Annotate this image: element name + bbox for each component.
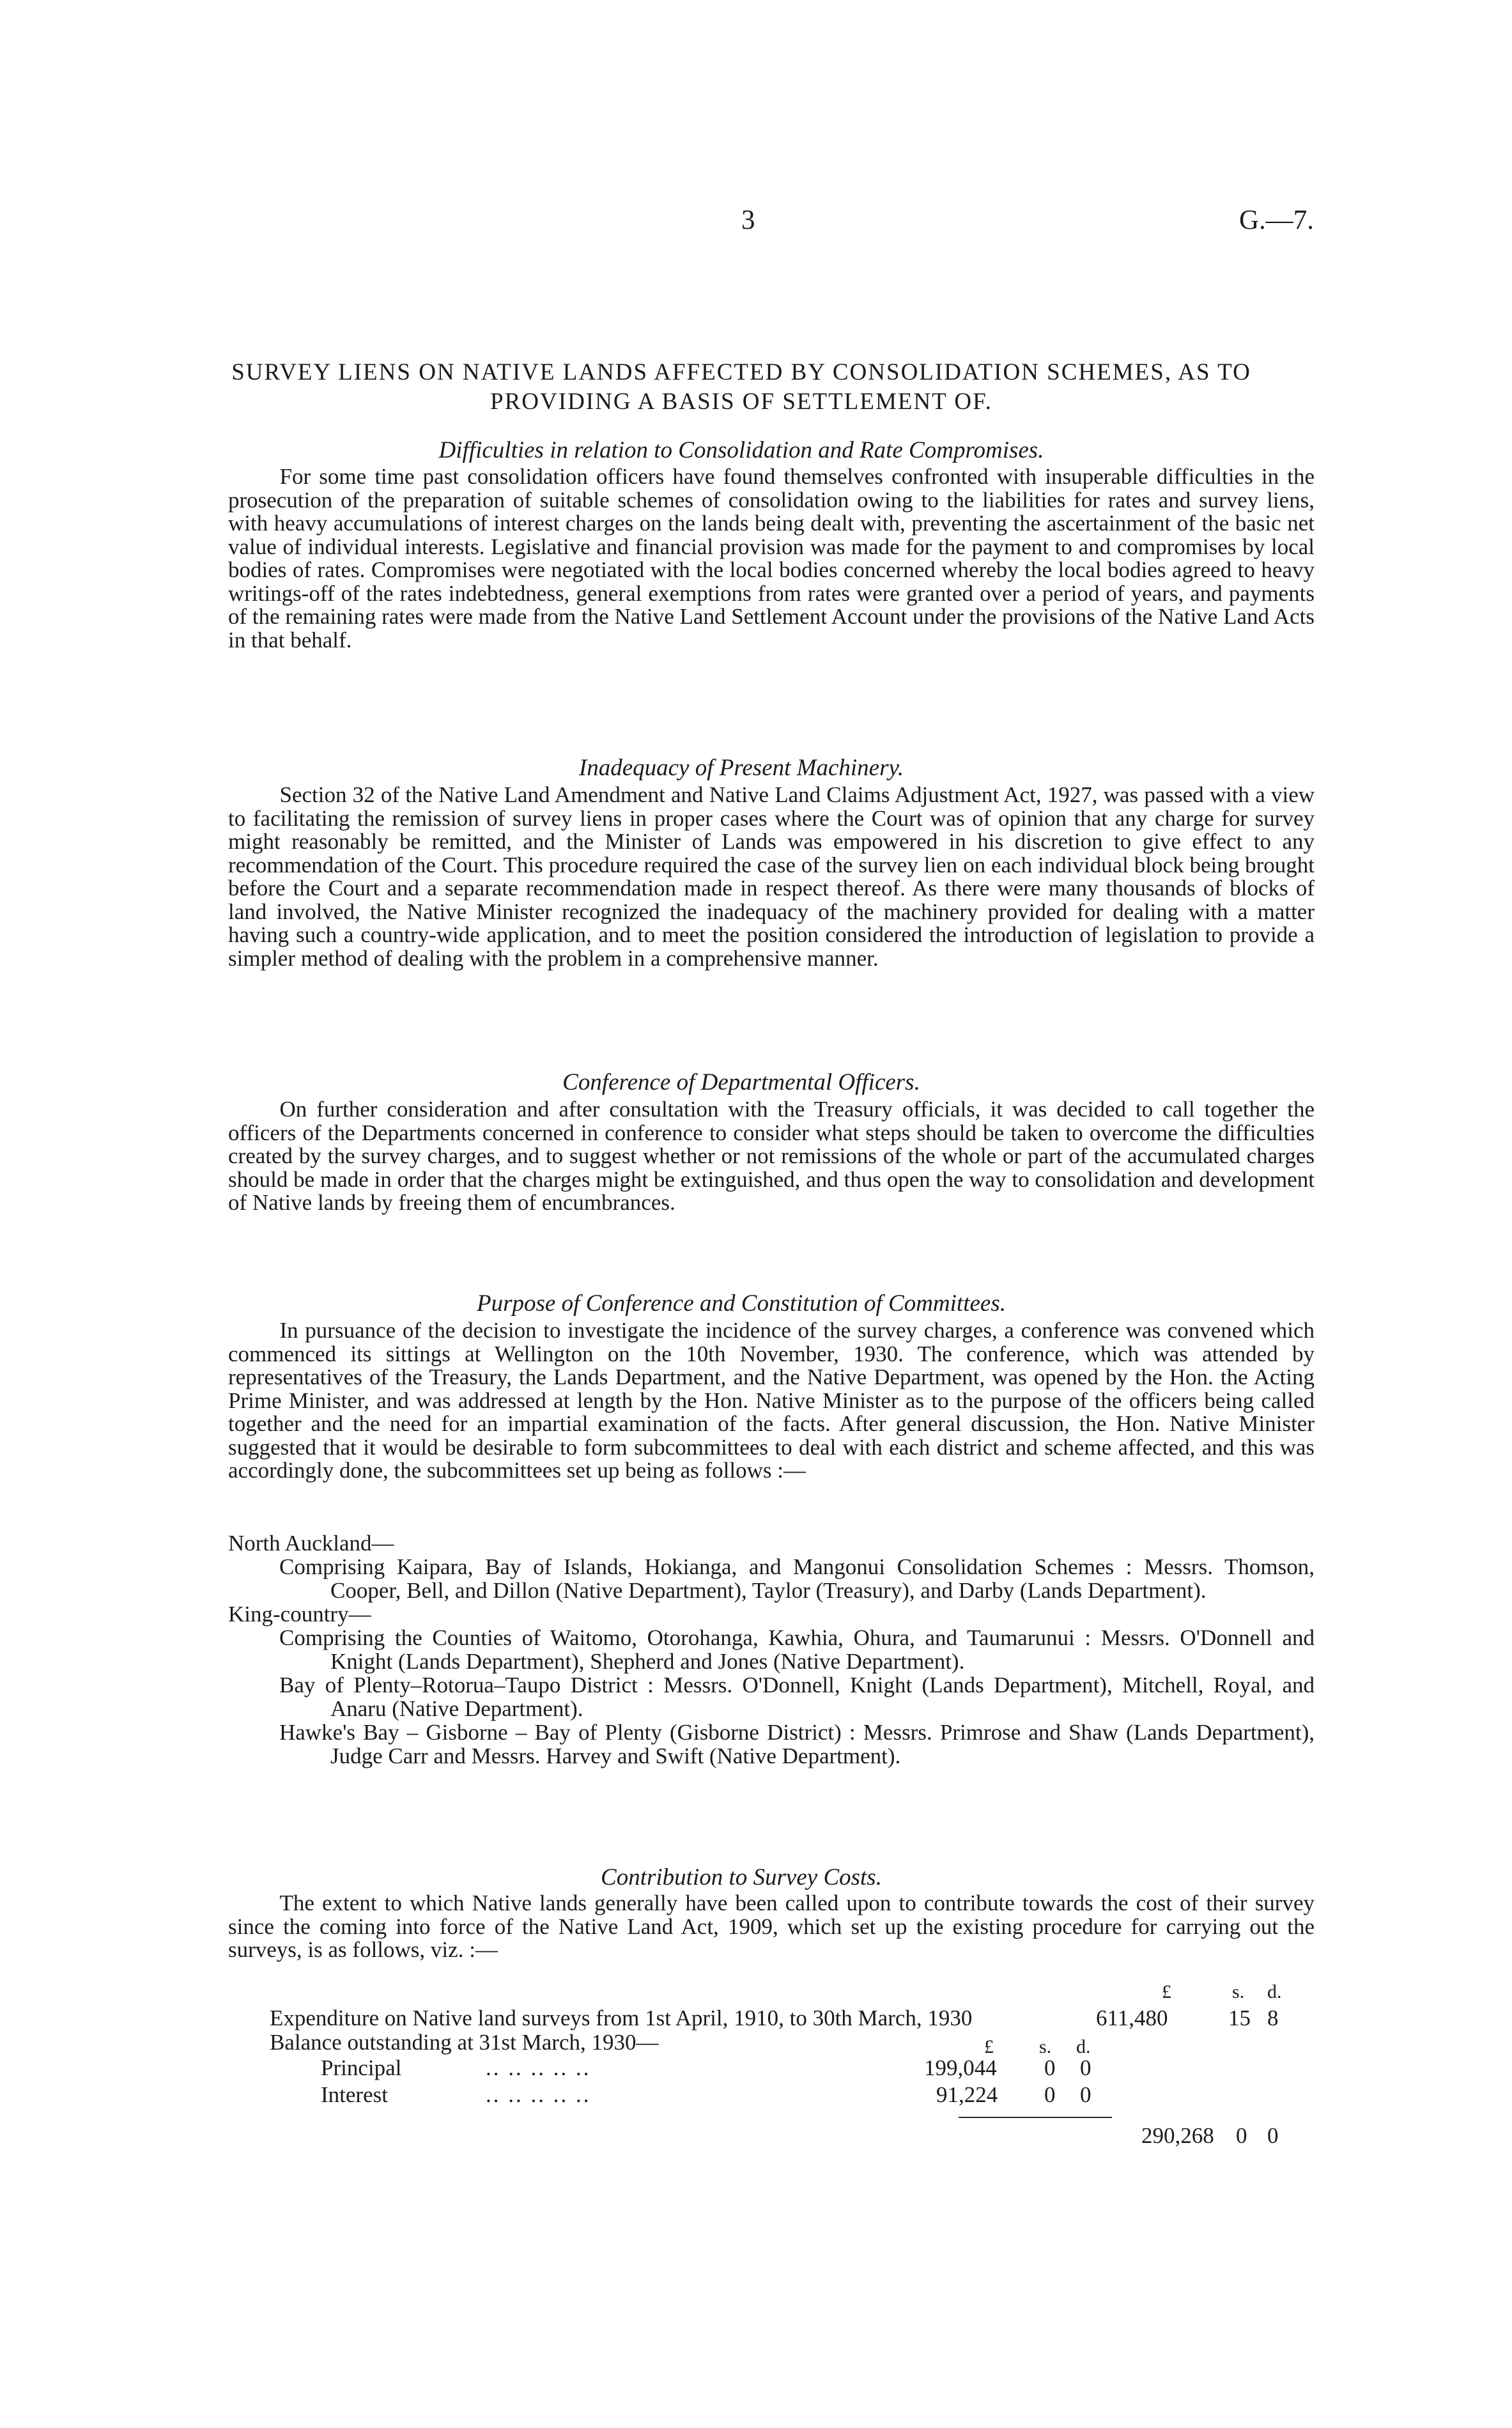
- committee-entry: Comprising Kaipara, Bay of Islands, Hokianga, and Mangonui Consolidation Schemes : Messrs. Thomson, Cooper, Bell, and Dillon (Native Department), Taylor (Treasury), and Darby (Lands Department).: [279, 1554, 1315, 1603]
- interest-shillings: 0: [1044, 2082, 1056, 2107]
- section-paragraph-contribution: The extent to which Native lands generally have been called upon to contribute towards the cost of their survey since the coming into force of the Native Land Act, 1909, which set up the existing procedure for carrying out the surveys, is as follows, viz. :—: [228, 1891, 1315, 1962]
- balance-total-pence: 0: [1267, 2123, 1279, 2148]
- currency-header-pound: £: [1162, 1981, 1171, 2002]
- committees-list: [228, 1531, 1315, 1768]
- sub-header-shillings: s.: [1039, 2036, 1052, 2057]
- principal-pence: 0: [1080, 2055, 1092, 2080]
- section-paragraph-purpose: In pursuance of the decision to investigate the incidence of the survey charges, a conference was convened which commenced its sittings at Wellington on the 10th November, 1930. The conference, which was attended by representatives of the Treasury, the Lands Department, and the Native Department, was opened by the Hon. the Acting Prime Minister, and was addressed at length by the Hon. Native Minister as to the purpose of the officers being called together and the need for an impartial examination of the facts. After general discussion, the Hon. Native Minister suggested that it would be desirable to form subcommittees to deal with each district and scheme affected, and this was accordingly done, the subcommittees set up being as follows :—: [228, 1318, 1315, 1483]
- committee-district-king-country: King-country—: [228, 1602, 371, 1627]
- section-paragraph-conference: On further consideration and after consultation with the Treasury officials, it was decided to call together the officers of the Departments concerned in conference to consider what steps should be taken to overcome the difficulties created by the survey charges, and to suggest whether or not remissions of the whole or part of the accumulated charges should be made in order that the charges might be extinguished, and thus open the way to consolidation and development of Native lands by freeing them of encumbrances.: [228, 1097, 1315, 1215]
- currency-header-pence: d.: [1267, 1981, 1282, 2002]
- subtotal-rule: [959, 2117, 1112, 2118]
- document-title: SURVEY LIENS ON NATIVE LANDS AFFECTED BY CONSOLIDATION SCHEMES, AS TO PROVIDING A BASIS OF SETTLEMENT OF.: [231, 359, 1251, 415]
- expenditure-label: Expenditure on Native land surveys from 1st April, 1910, to 30th March, 1930: [270, 2006, 973, 2030]
- principal-pounds: 199,044: [924, 2055, 997, 2080]
- page-number: 3: [741, 205, 755, 235]
- interest-label: Interest: [321, 2082, 388, 2107]
- principal-leaders: .. .. .. .. ..: [486, 2055, 591, 2080]
- expenditure-pounds: 611,480: [1096, 2006, 1168, 2030]
- balance-total-shillings: 0: [1236, 2123, 1247, 2148]
- expenditure-pence: 8: [1267, 2006, 1279, 2030]
- currency-header-shillings: s.: [1232, 1981, 1245, 2002]
- section-paragraph-inadequacy: Section 32 of the Native Land Amendment and Native Land Claims Adjustment Act, 1927, was passed with a view to facilitating the remission of survey liens in proper cases where the Court was of opinion that any charge for survey might reasonably be remitted, and the Minister of Lands was empowered in his discretion to give effect to any recommendation of the Court. This procedure required the case of the survey lien on each individual block being brought before the Court and a separate recommendation made in respect thereof. As there were many thousands of blocks of land involved, the Native Minister recognized the inadequacy of the machinery provided for dealing with a matter having such a country-wide application, and to meet the position considered the introduction of legislation to provide a simpler method of dealing with the problem in a comprehensive manner.: [228, 782, 1315, 971]
- interest-pounds: 91,224: [936, 2082, 998, 2107]
- interest-leaders: .. .. .. .. ..: [486, 2082, 591, 2107]
- sub-header-pound: £: [984, 2036, 994, 2057]
- interest-pence: 0: [1080, 2082, 1092, 2107]
- section-paragraph-difficulties: For some time past consolidation officers have found themselves confronted with insuperable difficulties in the prosecution of the preparation of suitable schemes of consolidation owing to the liabilities for rates and survey liens, with heavy accumulations of interest charges on the lands being dealt with, preventing the ascertainment of the basic net value of individual interests. Legislative and financial provision was made for the payment to and compromises by local bodies of rates. Compromises were negotiated with the local bodies concerned whereby the local bodies agreed to heavy writings-off of the rates indebtedness, general exemptions from rates were granted over a period of years, and payments of the remaining rates were made from the Native Land Settlement Account under the provisions of the Native Land Acts in that behalf.: [228, 464, 1315, 653]
- sub-header-pence: d.: [1076, 2036, 1091, 2057]
- section-heading-conference: Conference of Departmental Officers.: [562, 1069, 920, 1095]
- principal-shillings: 0: [1044, 2055, 1056, 2080]
- section-heading-contribution: Contribution to Survey Costs.: [601, 1864, 882, 1891]
- committee-district-north-auckland: North Auckland—: [228, 1531, 394, 1556]
- balance-total-pounds: 290,268: [1141, 2123, 1214, 2148]
- principal-label: Principal: [321, 2055, 402, 2080]
- balance-label: Balance outstanding at 31st March, 1930—: [270, 2030, 659, 2055]
- committee-entry: Comprising the Counties of Waitomo, Otorohanga, Kawhia, Ohura, and Taumarunui : Messrs. O'Donnell and Knight (Lands Department), Shepherd and Jones (Native Department).: [279, 1625, 1315, 1674]
- expenditure-shillings: 15: [1228, 2006, 1251, 2030]
- committee-entry: Hawke's Bay – Gisborne – Bay of Plenty (Gisborne District) : Messrs. Primrose and Shaw (Lands Department), Judge Carr and Messrs. Harvey and Swift (Native Department).: [279, 1720, 1315, 1768]
- section-heading-purpose: Purpose of Conference and Constitution of Committees.: [477, 1290, 1006, 1317]
- committee-entry: Bay of Plenty–Rotorua–Taupo District : Messrs. O'Donnell, Knight (Lands Department), Mitchell, Royal, and Anaru (Native Department).: [279, 1673, 1315, 1721]
- section-heading-inadequacy: Inadequacy of Present Machinery.: [578, 755, 904, 781]
- document-reference: G.—7.: [1238, 205, 1314, 235]
- section-heading-difficulties: Difficulties in relation to Consolidation and Rate Compromises.: [438, 437, 1044, 463]
